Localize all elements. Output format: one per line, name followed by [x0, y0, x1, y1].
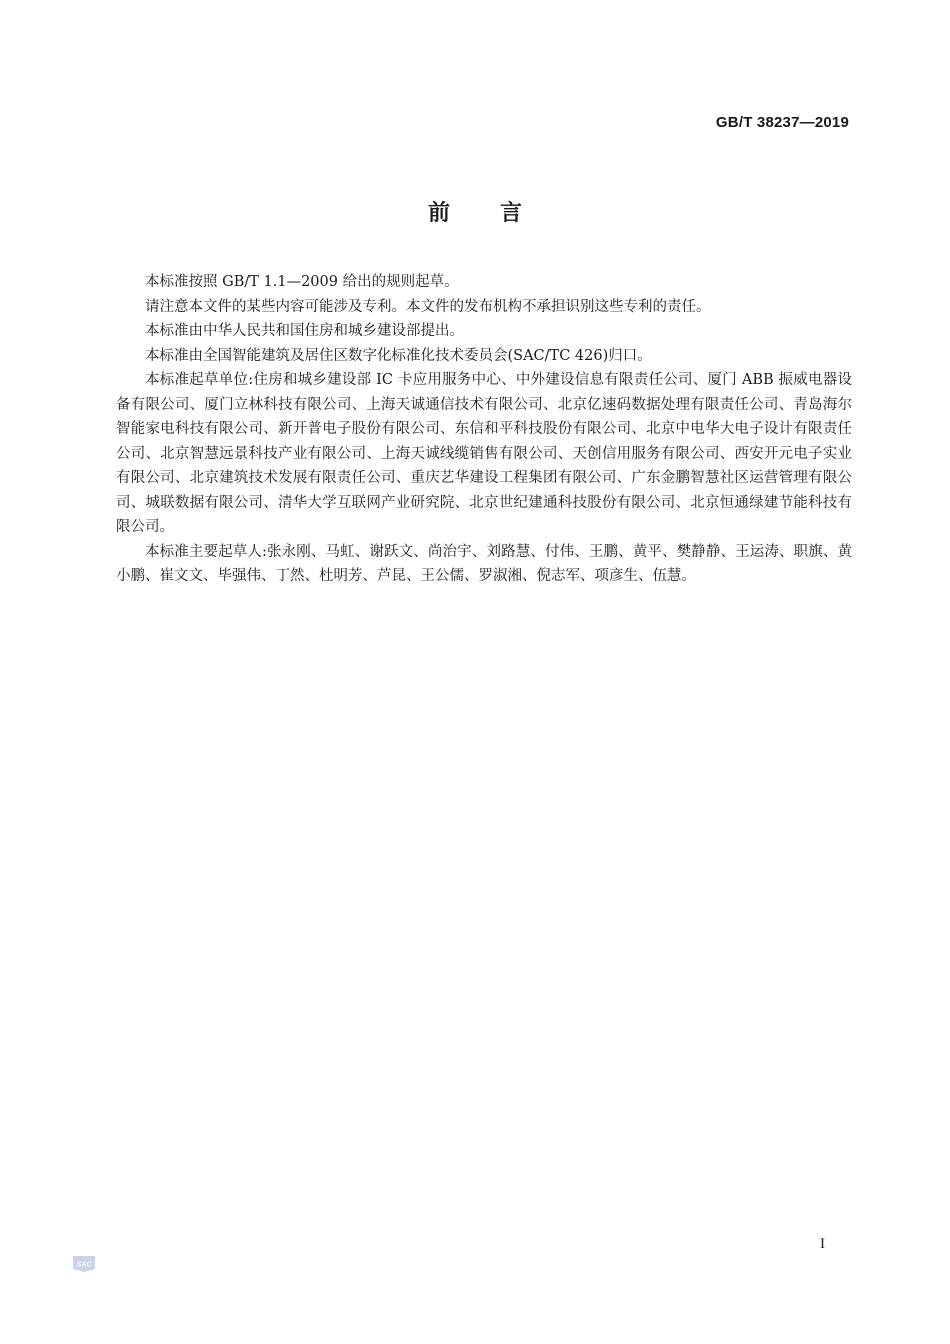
paragraph-patent-notice: 请注意本文件的某些内容可能涉及专利。本文件的发布机构不承担识别这些专利的责任。 [145, 298, 711, 315]
paragraph-drafting-rules: 本标准按照 GB/T 1.1—2009 给出的规则起草。 [145, 274, 459, 290]
paragraph-proposer: 本标准由中华人民共和国住房和城乡建设部提出。 [145, 323, 464, 339]
standard-number: GB/T 38237—2019 [715, 114, 849, 131]
paragraph-drafters: 本标准主要起草人:张永刚、马虹、谢跃文、尚治宇、刘路慧、付伟、王鹏、黄平、樊静静、王运涛、职旗、黄小鹏、崔文文、毕强伟、丁然、杜明芳、芦昆、王公儒、罗淑湘、倪志军、项彦生、伍慧。 [116, 543, 852, 584]
paragraph-technical-committee: 本标准由全国智能建筑及居住区数字化标准化技术委员会(SAC/TC 426)归口。 [145, 347, 652, 364]
page-title: 前言 [427, 201, 572, 226]
paragraph-drafting-organizations: 本标准起草单位:住房和城乡建设部 IC 卡应用服务中心、中外建设信息有限责任公司、厦门 ABB 振威电器设备有限公司、厦门立林科技有限公司、上海天诚通信技术有限公司、北京亿速码数据处理有限责任公司、青岛海尔智能家电科技有限公司、新开普电子股份有限公司、东信和平科技股份有限公司、北京中电华大电子设计有限责任公司、北京智慧远景科技产业有限公司、上海天诚线缆销售有限公司、天创信用服务有限公司、西安开元电子实业有限公司、北京建筑技术发展有限责任公司、重庆艺华建设工程集团有限公司、广东金鹏智慧社区运营管理有限公司、城联数据有限公司、清华大学互联网产业研究院、北京世纪建通科技股份有限公司、北京恒通绿建节能科技有限公司。 [116, 372, 852, 535]
svg-text:SAC: SAC [76, 1261, 92, 1269]
sac-logo-icon [70, 1254, 98, 1274]
foreword-body [116, 270, 852, 589]
page-number: I [820, 1236, 825, 1252]
